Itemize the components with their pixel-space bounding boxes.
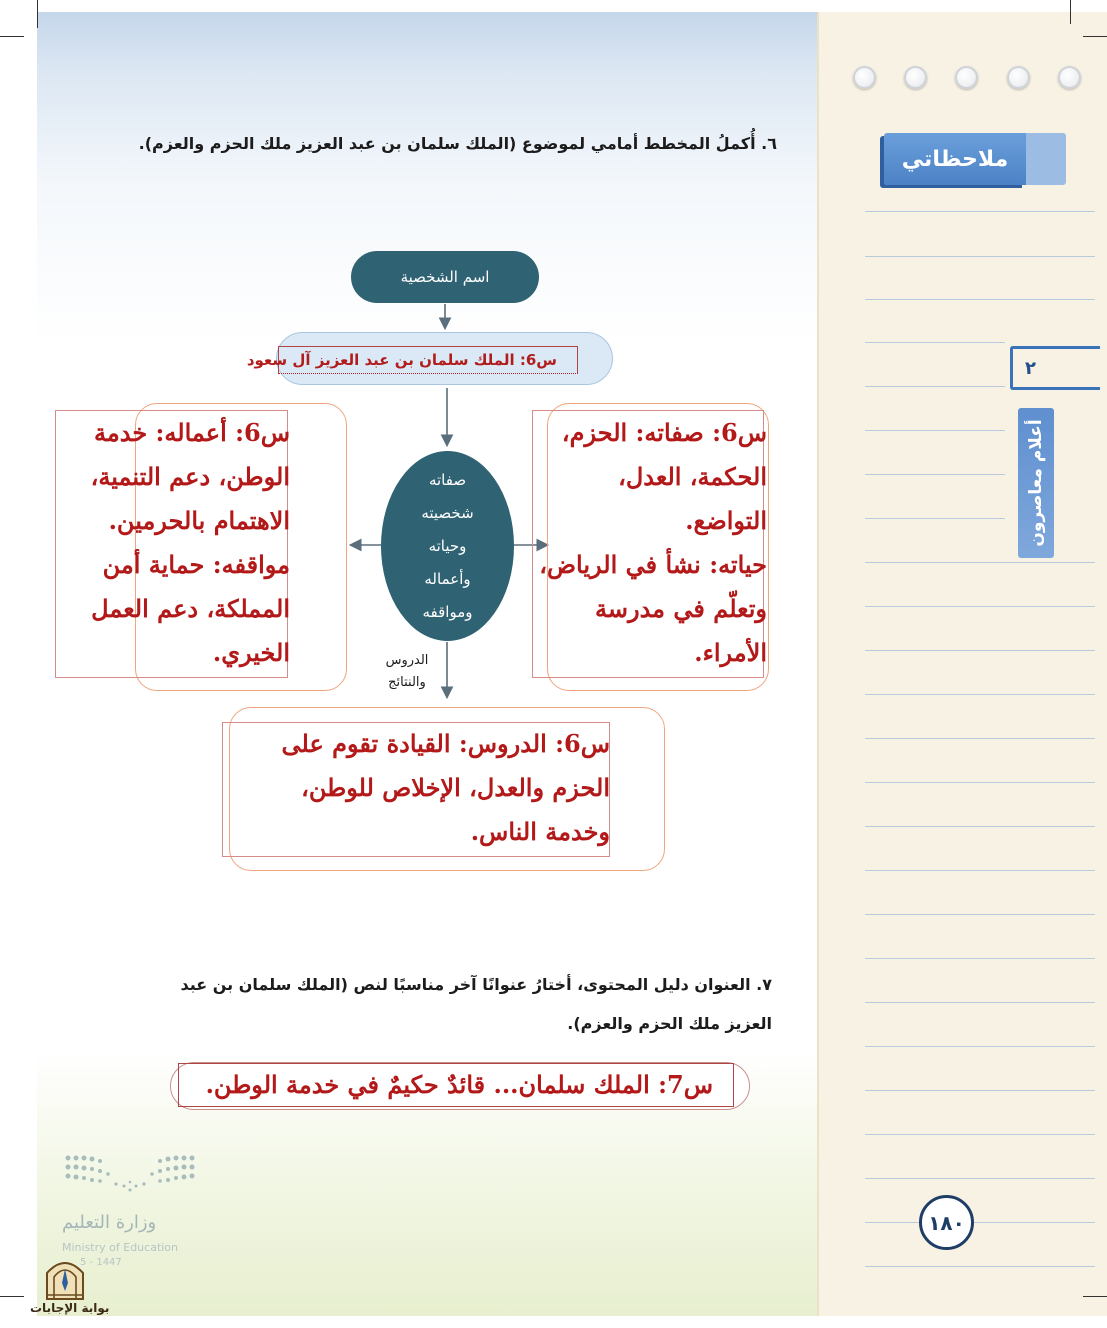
crop-mark — [0, 36, 24, 37]
note-line — [865, 738, 1095, 739]
right-answer-line: وتعلّم في مدرسة — [595, 594, 767, 623]
notes-header — [884, 133, 1066, 185]
diagram-title: اسم الشخصية — [351, 251, 539, 303]
lessons-label-line: والنتائج — [388, 675, 426, 690]
note-line — [865, 694, 1095, 695]
question-6-prompt: ٦. أُكملُ المخطط أمامي لموضوع (الملك سلمان بن عبد العزيز ملك الحزم والعزم). — [138, 134, 777, 153]
note-line — [865, 1222, 1095, 1223]
note-line — [865, 826, 1095, 827]
lessons-answer-line: س6: الدروس: القيادة تقوم على — [281, 729, 610, 758]
unit-number: ٢ — [1010, 346, 1100, 390]
right-answer — [520, 411, 767, 675]
binder-hole — [955, 66, 978, 89]
note-line — [865, 958, 1095, 959]
notes-tab-end — [1026, 133, 1066, 185]
site-gate-icon — [44, 1255, 86, 1301]
question-7-answer: س7: الملك سلمان... قائدٌ حكيمٌ في خدمة الوطن. — [178, 1063, 734, 1107]
binder-hole — [904, 66, 927, 89]
note-line — [865, 342, 1005, 343]
lessons-answer — [230, 722, 610, 854]
note-line — [865, 430, 1005, 431]
notes-panel — [817, 12, 1107, 1316]
binder-hole — [853, 66, 876, 89]
right-answer-line: س6: صفاته: الحزم، — [561, 418, 767, 447]
question-7-prompt-line1: ٧. العنوان دليل المحتوى، أختارُ عنوانًا آخر مناسبًا لنص (الملك سلمان بن عبد — [180, 975, 772, 994]
notes-title: ملاحظاتي — [884, 133, 1026, 185]
note-line — [865, 1090, 1095, 1091]
right-answer-line: الأمراء. — [694, 638, 767, 667]
right-answer-line: الحكمة، العدل، — [618, 462, 767, 491]
left-answer-line: الخيري. — [212, 638, 290, 667]
crop-mark — [1070, 0, 1071, 24]
note-line — [865, 1134, 1095, 1135]
right-answer-line: حياته: نشأ في الرياض، — [539, 550, 767, 579]
site-name: بوابة الإجابات — [30, 1301, 110, 1315]
ministry-name-arabic: وزارة التعليم — [62, 1212, 157, 1233]
note-line — [865, 211, 1095, 212]
lessons-answer-line: وخدمة الناس. — [470, 817, 610, 846]
note-line — [865, 782, 1095, 783]
lessons-label — [372, 650, 442, 694]
center-line: صفاته — [428, 470, 467, 489]
note-line — [865, 562, 1095, 563]
center-line: وأعماله — [424, 569, 471, 588]
ministry-name-english: Ministry of Education — [62, 1241, 179, 1254]
center-topic — [381, 451, 514, 641]
note-line — [865, 1002, 1095, 1003]
note-line — [865, 256, 1095, 257]
crop-mark — [1083, 1296, 1107, 1297]
note-line — [865, 386, 1005, 387]
crop-mark — [37, 0, 38, 28]
left-answer-line: المملكة، دعم العمل — [91, 594, 290, 623]
left-answer-line: الاهتمام بالحرمين. — [108, 506, 290, 535]
ministry-logo-icon — [60, 1150, 200, 1220]
binder-hole — [1058, 66, 1081, 89]
note-line — [865, 1266, 1095, 1267]
note-line — [865, 1046, 1095, 1047]
unit-title: أعلام معاصرون — [1026, 419, 1046, 547]
note-line — [865, 518, 1005, 519]
center-line: شخصيته — [421, 503, 474, 522]
center-line: ومواقفه — [422, 602, 473, 621]
page-number: ١٨٠ — [919, 1195, 974, 1250]
crop-mark — [1083, 36, 1107, 37]
unit-title-tab — [1018, 408, 1054, 558]
left-answer-line: مواقفه: حماية أمن — [102, 550, 290, 579]
note-line — [865, 299, 1095, 300]
center-line: وحياته — [428, 536, 467, 555]
left-answer — [50, 411, 290, 675]
lessons-answer-line: الحزم والعدل، الإخلاص للوطن، — [301, 773, 610, 802]
left-answer-line: س6: أعماله: خدمة — [94, 418, 290, 447]
binder-hole — [1007, 66, 1030, 89]
note-line — [865, 870, 1095, 871]
lessons-label-line: الدروس — [385, 653, 429, 668]
note-line — [865, 650, 1095, 651]
note-line — [865, 474, 1005, 475]
note-line — [865, 1178, 1095, 1179]
note-line — [865, 606, 1095, 607]
name-answer: س6: الملك سلمان بن عبد العزيز آل سعود — [278, 346, 578, 374]
note-line — [865, 914, 1095, 915]
crop-mark — [0, 1296, 24, 1297]
left-answer-line: الوطن، دعم التنمية، — [90, 462, 290, 491]
question-7-prompt-line2: العزيز ملك الحزم والعزم). — [567, 1014, 772, 1033]
ministry-year: 5 - 1447 — [80, 1257, 122, 1268]
right-answer-line: التواضع. — [685, 506, 767, 535]
